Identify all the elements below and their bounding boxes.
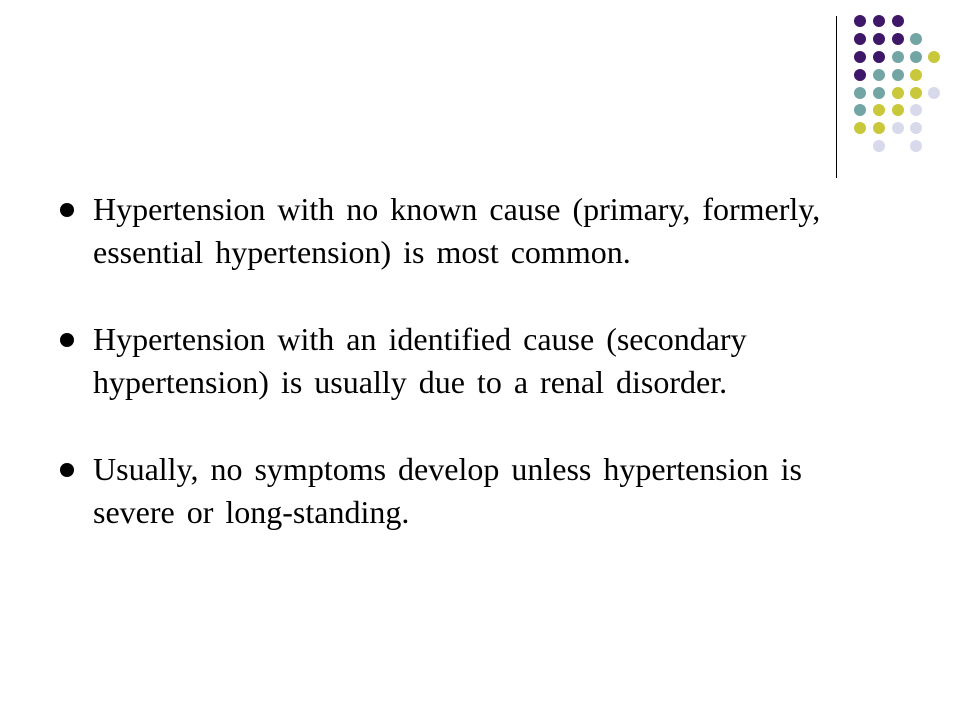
dot [892, 87, 904, 99]
dot [873, 51, 885, 63]
dot [854, 51, 866, 63]
dot [892, 15, 904, 27]
dot [854, 69, 866, 81]
dot [910, 33, 922, 45]
dot [873, 15, 885, 27]
dot [873, 69, 885, 81]
bullet-dot-icon [60, 463, 74, 477]
bullet-item [60, 188, 880, 274]
dot [928, 87, 940, 99]
dot [892, 69, 904, 81]
dot [910, 122, 922, 134]
dot [854, 122, 866, 134]
dot [873, 33, 885, 45]
dot [854, 87, 866, 99]
dot [910, 51, 922, 63]
dot [892, 104, 904, 116]
bullet-dot-icon [60, 203, 74, 217]
vertical-divider [836, 16, 837, 178]
dot [873, 87, 885, 99]
dot [873, 122, 885, 134]
dot [873, 140, 885, 152]
bullet-text: Hypertension with an identified cause (secondary hypertension) is usually due to a renal disorder. [93, 321, 747, 400]
dot [892, 122, 904, 134]
dot [873, 104, 885, 116]
dot [910, 104, 922, 116]
dot [910, 69, 922, 81]
bullet-text: Usually, no symptoms develop unless hypertension is severe or long-standing. [93, 451, 802, 530]
dot [892, 51, 904, 63]
dot [854, 104, 866, 116]
bullet-list [60, 188, 880, 578]
bullet-item [60, 318, 880, 404]
bullet-text: Hypertension with no known cause (primary, formerly, essential hypertension) is most common. [93, 191, 821, 270]
dot [910, 87, 922, 99]
dot [892, 33, 904, 45]
decorative-dot-grid [0, 0, 960, 200]
dot [854, 33, 866, 45]
dot [854, 15, 866, 27]
bullet-dot-icon [60, 333, 74, 347]
dot [928, 51, 940, 63]
bullet-item [60, 448, 880, 534]
dot [910, 140, 922, 152]
